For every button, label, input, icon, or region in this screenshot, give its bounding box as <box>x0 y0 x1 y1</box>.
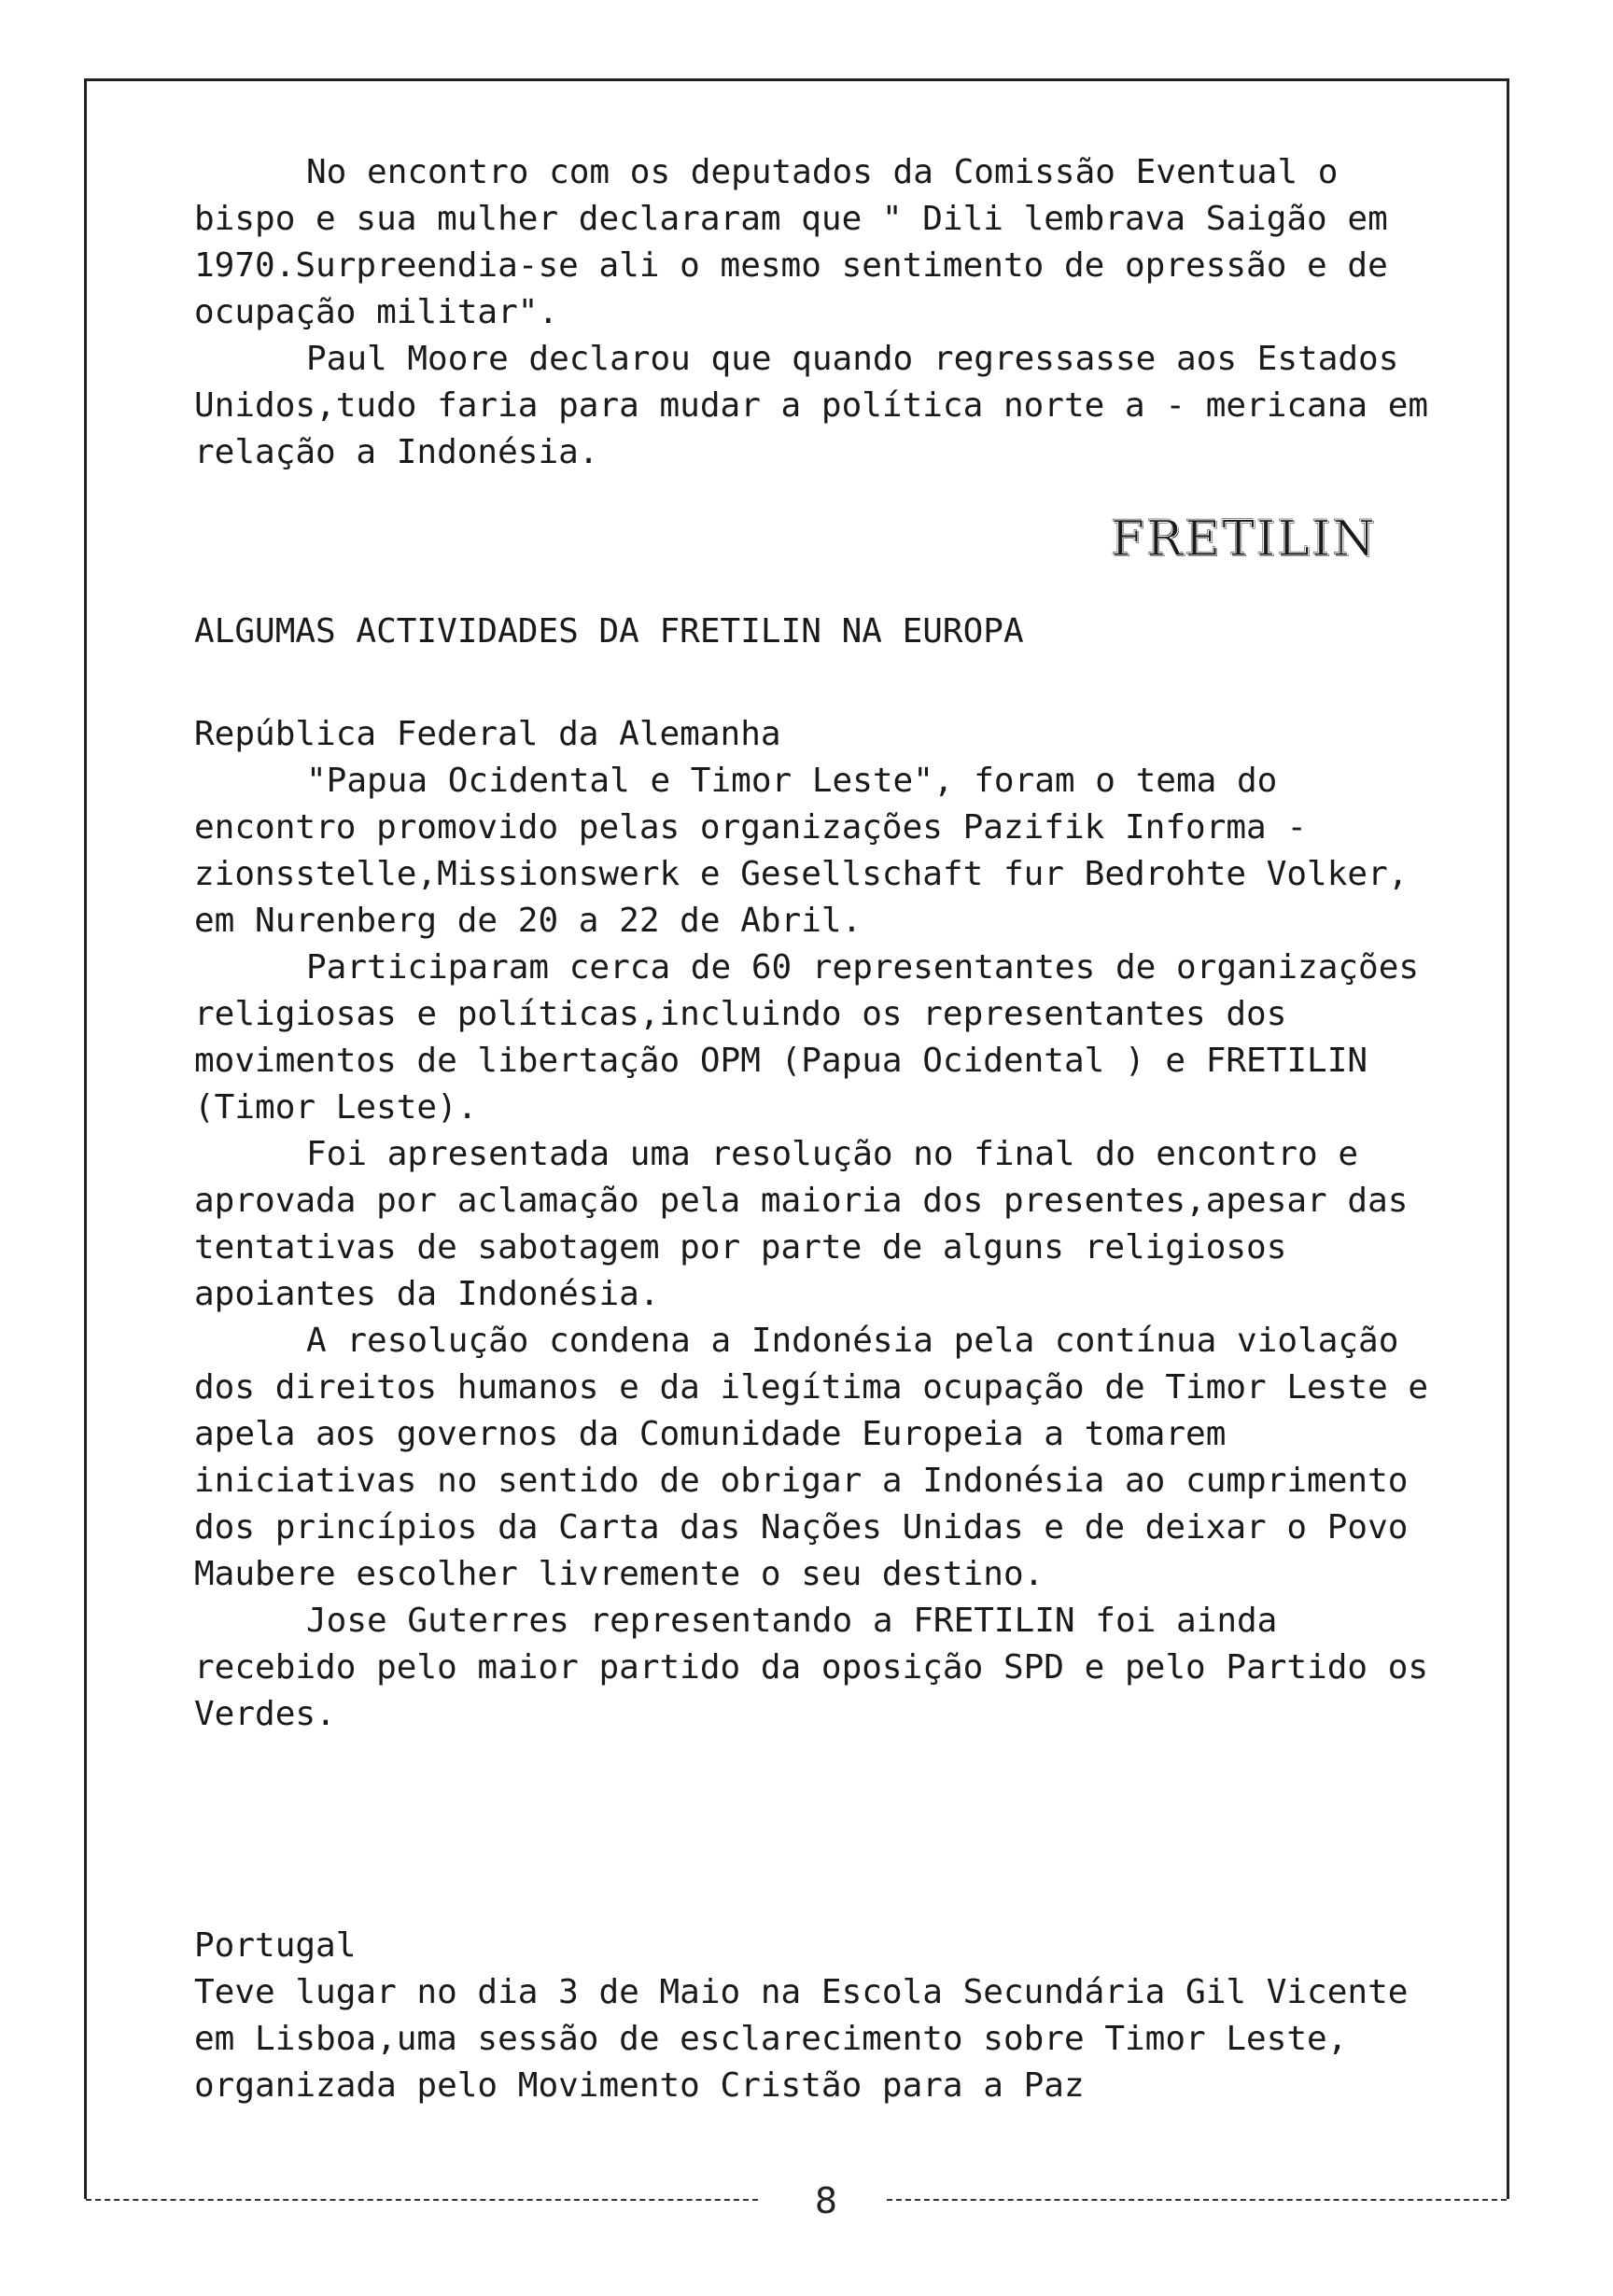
intro-paragraph: No encontro com os deputados da Comissão Eventual o bispo e sua mulher declararam que " Dili lembrava Saigão em 1970.Surpreendia-se ali o mesmo sentimento de opressão e de ocupação militar". <box>194 153 1388 331</box>
germany-heading: República Federal da Alemanha <box>194 715 781 753</box>
page-frame-bottom-left <box>86 2199 758 2201</box>
germany-paragraph: Foi apresentada uma resolução no final do encontro e aprovada por aclamação pela maioria dos presentes,apesar das tentativas de sabotagem por parte de alguns religiosos apoiantes da Indonésia. <box>194 1135 1409 1313</box>
germany-paragraph: Jose Guterres representando a FRETILIN foi ainda recebido pelo maior partido da oposição SPD e pelo Partido os Verdes. <box>194 1602 1429 1733</box>
germany-paragraph: Participaram cerca de 60 representantes de organizações religiosas e políticas,incluindo os representantes dos movimentos de libertação OPM (Papua Ocidental ) e FRETILIN (Timor Leste). <box>194 948 1420 1127</box>
fretilin-stamp: FRETILIN <box>1111 511 1377 567</box>
germany-paragraph: A resolução condena a Indonésia pela contínua violação dos direitos humanos e da ilegítima ocupação de Timor Leste e apela aos governos da Comunidade Europeia a tomarem iniciativas no sentido de obrigar a Indonésia ao cumprimento dos princípios da Carta das Nações Unidas e de deixar o Povo Maubere escolher livremente o seu destino. <box>194 1322 1429 1593</box>
intro-section <box>194 149 1445 476</box>
page-frame-bottom-right <box>887 2199 1507 2201</box>
section-heading: ALGUMAS ACTIVIDADES DA FRETILIN NA EUROPA <box>194 612 1024 651</box>
page-frame-right <box>1507 78 1509 2199</box>
page-frame-top <box>86 78 1507 81</box>
germany-paragraph: "Papua Ocidental e Timor Leste", foram o tema do encontro promovido pelas organizações Pazifik Informa - zionsstelle,Missionswerk e Gesellschaft fur Bedrohte Volker, em Nurenberg de 20 a 22 de Abril. <box>194 762 1409 940</box>
portugal-heading: Portugal <box>194 1926 357 1965</box>
portugal-section <box>194 1923 1445 2109</box>
portugal-paragraph: Teve lugar no dia 3 de Maio na Escola Secundária Gil Vicente em Lisboa,uma sessão de esclarecimento sobre Timor Leste, organizada pelo Movimento Cristão para a Paz <box>194 1973 1409 2105</box>
intro-paragraph: Paul Moore declarou que quando regressasse aos Estados Unidos,tudo faria para mudar a política norte a - mericana em relação a Indonésia. <box>194 340 1429 471</box>
page-frame-left <box>84 78 87 2199</box>
germany-section <box>194 711 1445 1738</box>
page-number: 8 <box>814 2180 838 2221</box>
